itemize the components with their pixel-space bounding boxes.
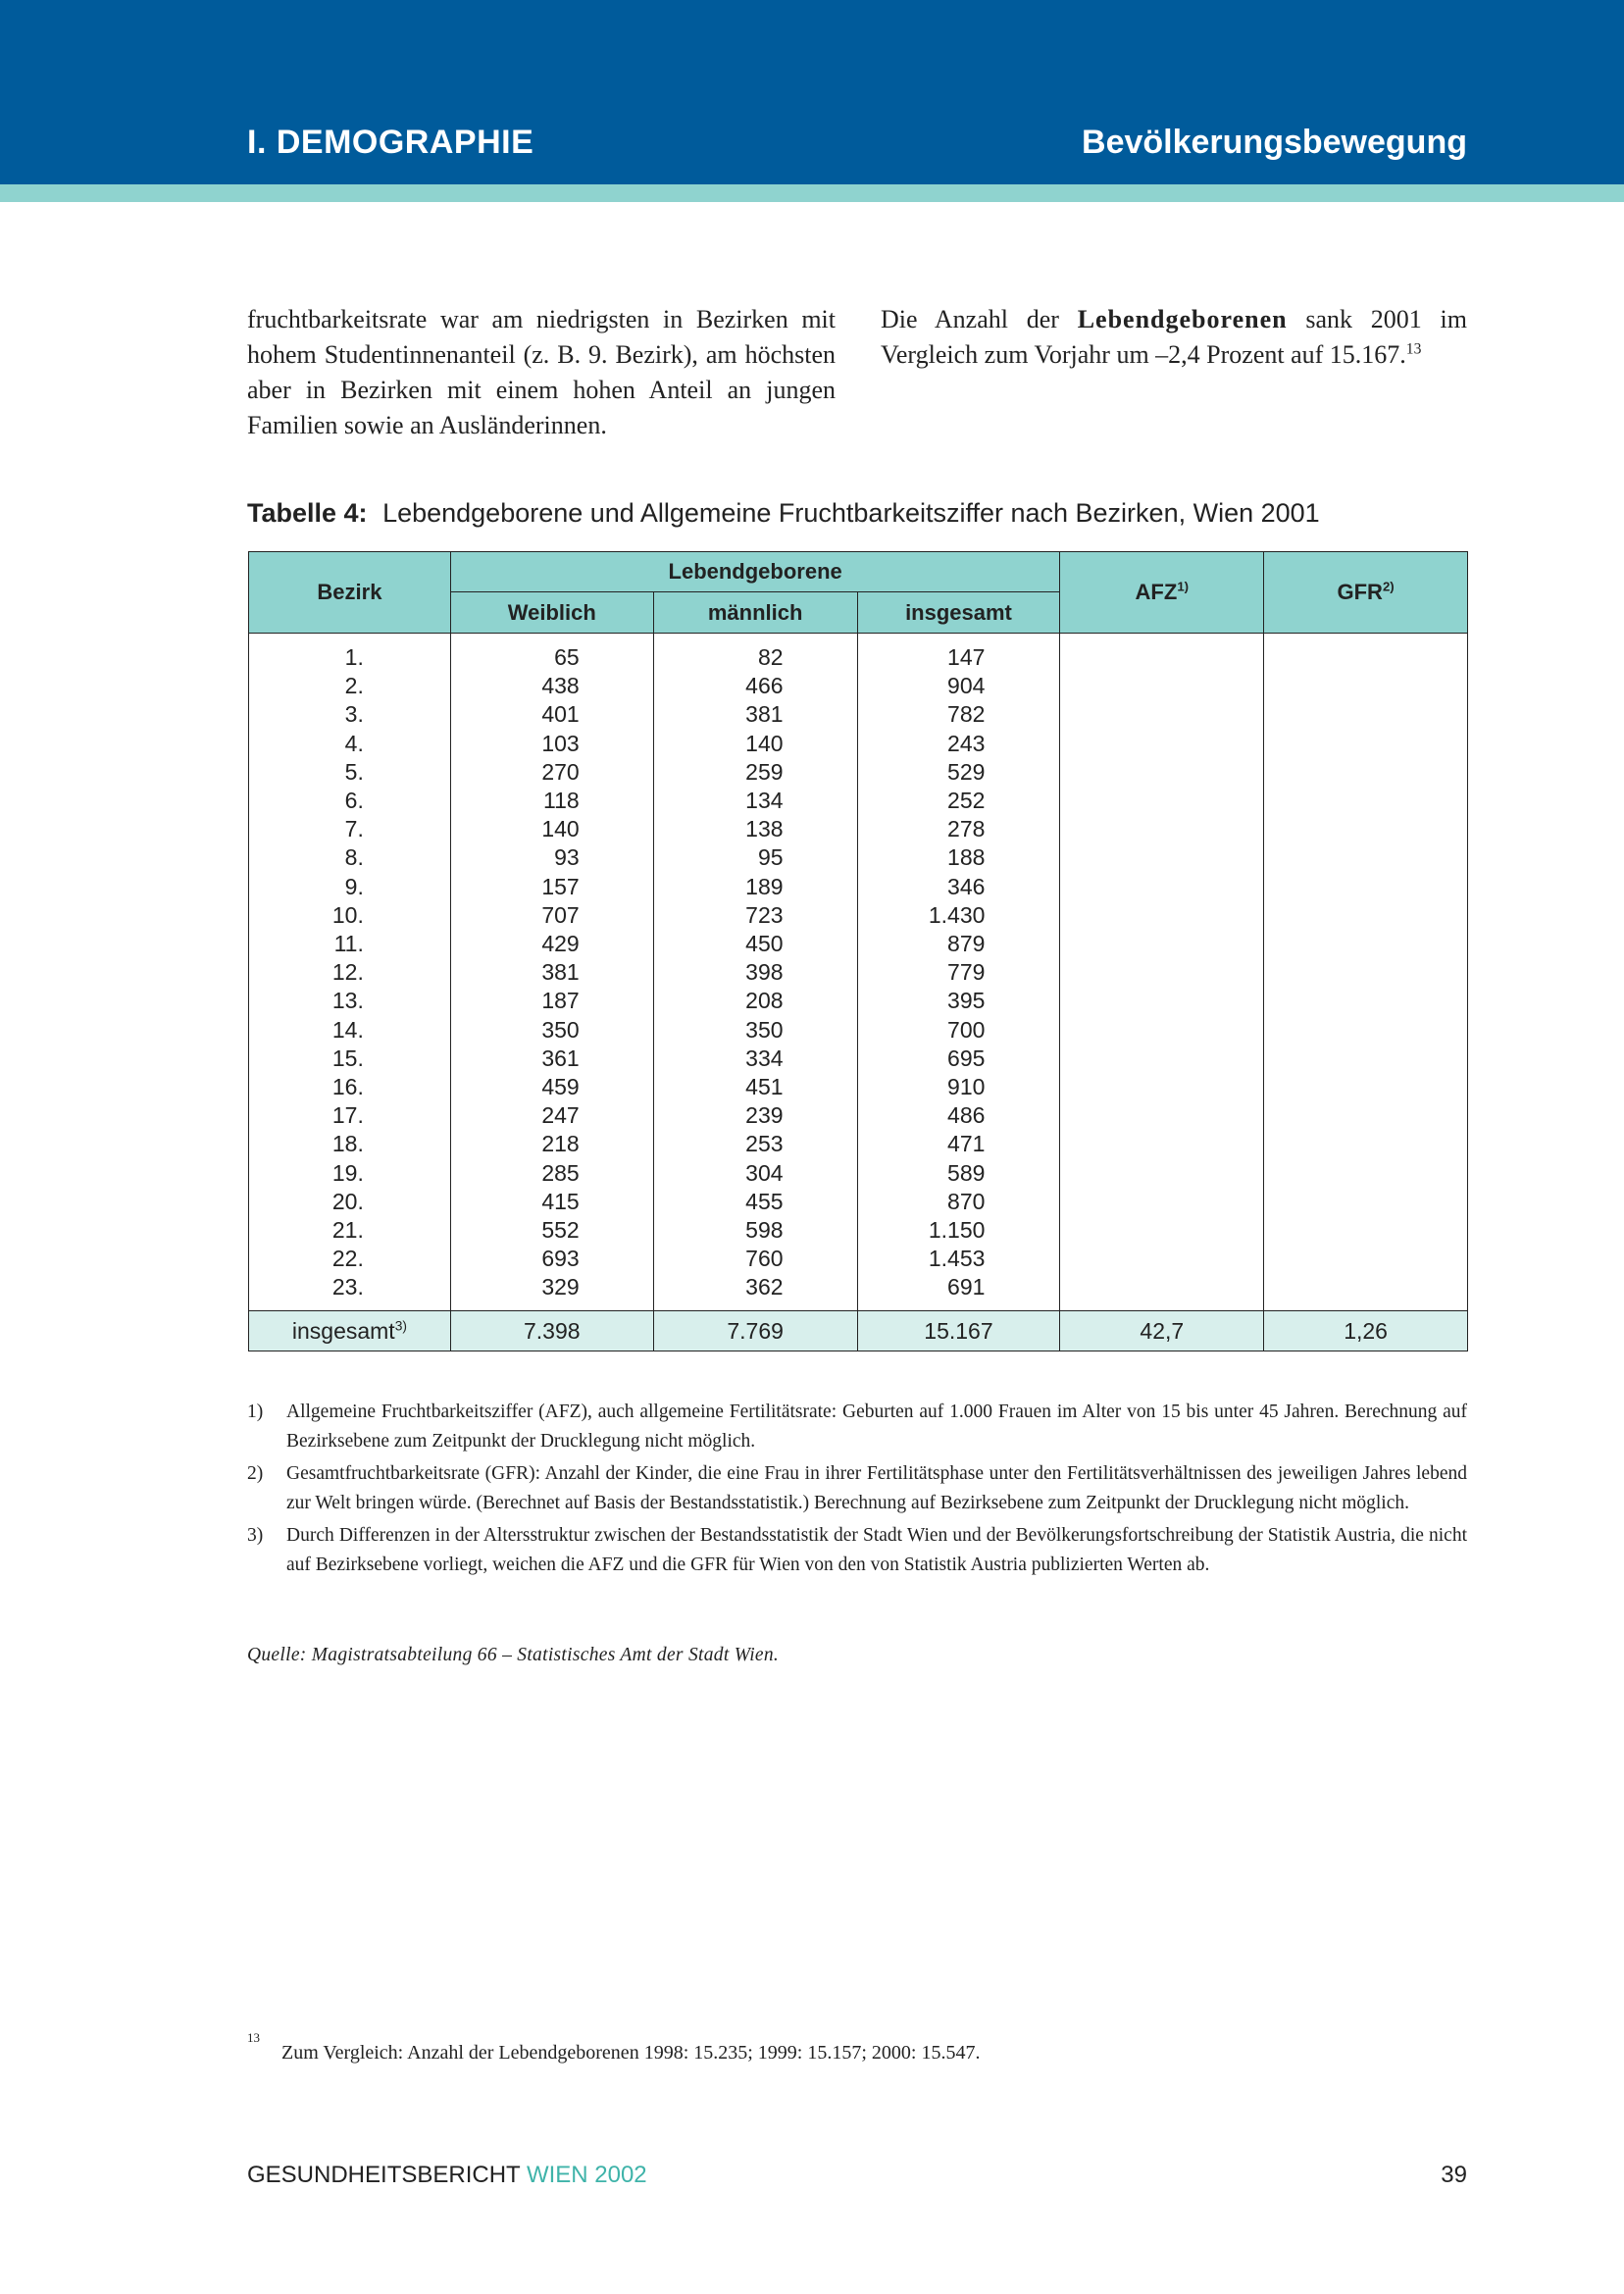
cell-gfr (1264, 730, 1468, 758)
header-gfr (1264, 552, 1468, 634)
cell-maennlich: 95 (653, 843, 857, 872)
footnote-number: 3) (247, 1525, 264, 1546)
cell-insgesamt: 395 (857, 987, 1060, 1015)
cell-insgesamt: 589 (857, 1159, 1060, 1188)
table-row (249, 1245, 1468, 1273)
cell-weiblich: 429 (450, 930, 653, 958)
cell-weiblich: 707 (450, 901, 653, 930)
footnote-item (247, 1521, 1467, 1580)
cell-maennlich: 350 (653, 1016, 857, 1045)
table-row (249, 1016, 1468, 1045)
footnote-item (247, 1398, 1467, 1456)
cell-bezirk: 15. (249, 1045, 451, 1073)
table-row (249, 787, 1468, 815)
table-caption-text: Lebendgeborene und Allgemeine Fruchtbarkeitsziffer nach Bezirken, Wien 2001 (382, 498, 1320, 528)
table-row (249, 1159, 1468, 1188)
footnote-text: Allgemeine Fruchtbarkeitsziffer (AFZ), auch allgemeine Fertilitätsrate: Geburten auf 1.000 Frauen im Alter von 15 bis unter 45 Jahren. Berechnung auf Bezirksebene zum Zeitpunkt der Drucklegung nicht möglich. (286, 1402, 1467, 1452)
cell-maennlich: 723 (653, 901, 857, 930)
cell-weiblich: 103 (450, 730, 653, 758)
cell-bezirk: 7. (249, 815, 451, 843)
cell-afz (1060, 1101, 1264, 1130)
cell-bezirk: 9. (249, 873, 451, 901)
cell-maennlich: 450 (653, 930, 857, 958)
cell-gfr (1264, 1101, 1468, 1130)
cell-weiblich: 270 (450, 758, 653, 787)
table-row (249, 1130, 1468, 1158)
header-lebendgeborene: Lebendgeborene (450, 552, 1060, 592)
table-body (249, 634, 1468, 1311)
cell-insgesamt: 346 (857, 873, 1060, 901)
cell-gfr (1264, 1130, 1468, 1158)
footnotes (247, 1398, 1467, 1583)
table-row (249, 1073, 1468, 1101)
cell-gfr (1264, 787, 1468, 815)
table-row (249, 930, 1468, 958)
cell-afz (1060, 1188, 1264, 1216)
cell-insgesamt: 904 (857, 672, 1060, 700)
table-caption-label: Tabelle 4: (247, 498, 368, 528)
cell-weiblich: 285 (450, 1159, 653, 1188)
cell-weiblich: 118 (450, 787, 653, 815)
cell-maennlich: 140 (653, 730, 857, 758)
cell-bezirk: 3. (249, 700, 451, 729)
page-footnote (247, 2030, 981, 2065)
cell-bezirk: 14. (249, 1016, 451, 1045)
cell-gfr (1264, 901, 1468, 930)
cell-maennlich: 334 (653, 1045, 857, 1073)
cell-maennlich: 598 (653, 1216, 857, 1245)
table-row (249, 873, 1468, 901)
cell-bezirk: 22. (249, 1245, 451, 1273)
table-row (249, 672, 1468, 700)
table-total-row (249, 1310, 1468, 1351)
cell-bezirk: 17. (249, 1101, 451, 1130)
cell-weiblich: 381 (450, 958, 653, 987)
cell-bezirk: 12. (249, 958, 451, 987)
header-afz (1060, 552, 1264, 634)
header-gfr-label: GFR (1337, 580, 1383, 604)
header-stripe (0, 184, 1624, 202)
cell-insgesamt: 1.453 (857, 1245, 1060, 1273)
cell-weiblich: 187 (450, 987, 653, 1015)
cell-bezirk: 21. (249, 1216, 451, 1245)
cell-afz (1060, 1273, 1264, 1310)
cell-insgesamt: 486 (857, 1101, 1060, 1130)
cell-gfr (1264, 1073, 1468, 1101)
total-label-note: 3) (394, 1318, 407, 1334)
body-text-right-after: sank 2001 im Vergleich zum Vorjahr um –2,4 Prozent auf 15.167. (881, 305, 1467, 369)
header-gfr-note: 2) (1382, 579, 1395, 594)
footnote-item (247, 1459, 1467, 1518)
cell-afz (1060, 758, 1264, 787)
cell-bezirk: 5. (249, 758, 451, 787)
cell-insgesamt: 691 (857, 1273, 1060, 1310)
cell-weiblich: 329 (450, 1273, 653, 1310)
footer-publication-title: GESUNDHEITSBERICHT (247, 2162, 527, 2188)
cell-insgesamt: 252 (857, 787, 1060, 815)
cell-afz (1060, 1216, 1264, 1245)
cell-insgesamt: 782 (857, 700, 1060, 729)
cell-maennlich: 253 (653, 1130, 857, 1158)
cell-afz (1060, 730, 1264, 758)
cell-gfr (1264, 815, 1468, 843)
body-text-right (881, 302, 1467, 373)
cell-gfr (1264, 987, 1468, 1015)
table-row (249, 815, 1468, 843)
cell-afz (1060, 901, 1264, 930)
footnote-number: 2) (247, 1463, 264, 1484)
cell-maennlich: 138 (653, 815, 857, 843)
cell-insgesamt: 879 (857, 930, 1060, 958)
cell-maennlich: 259 (653, 758, 857, 787)
cell-insgesamt: 529 (857, 758, 1060, 787)
cell-weiblich: 140 (450, 815, 653, 843)
cell-bezirk: 8. (249, 843, 451, 872)
cell-afz (1060, 672, 1264, 700)
table-row (249, 1101, 1468, 1130)
cell-maennlich: 760 (653, 1245, 857, 1273)
cell-bezirk: 6. (249, 787, 451, 815)
cell-bezirk: 13. (249, 987, 451, 1015)
table-row (249, 901, 1468, 930)
cell-gfr (1264, 1188, 1468, 1216)
cell-afz (1060, 930, 1264, 958)
footnote-number: 1) (247, 1402, 264, 1422)
cell-gfr (1264, 843, 1468, 872)
cell-weiblich: 438 (450, 672, 653, 700)
footer-publication-accent: WIEN 2002 (526, 2162, 647, 2188)
cell-afz (1060, 1245, 1264, 1273)
cell-afz (1060, 1130, 1264, 1158)
cell-maennlich: 466 (653, 672, 857, 700)
cell-maennlich: 455 (653, 1188, 857, 1216)
cell-maennlich: 82 (653, 634, 857, 673)
table-row (249, 1216, 1468, 1245)
cell-gfr (1264, 758, 1468, 787)
source-note: Quelle: Magistratsabteilung 66 – Statistisches Amt der Stadt Wien. (247, 1645, 780, 1665)
header-afz-note: 1) (1177, 579, 1190, 594)
cell-insgesamt: 1.150 (857, 1216, 1060, 1245)
body-text-left: fruchtbarkeitsrate war am niedrigsten in Bezirken mit hohem Studentinnenanteil (z. B. 9. Bezirk), am höchsten aber in Bezirken mit einem hohen Anteil an jungen Familien sowie an Ausländerinnen. (247, 305, 836, 439)
footnote-text: Gesamtfruchtbarkeitsrate (GFR): Anzahl der Kinder, die eine Frau in ihrer Fertilitätsphase unter den Fertilitätsverhältnissen des jeweiligen Jahres lebend zur Welt bringen würde. (Berechnet auf Basis der Bestandsstatistik.) Berechnung auf Bezirksebene zum Zeitpunkt der Drucklegung nicht möglich. (286, 1463, 1467, 1513)
body-text-right-bold: Lebendgeborenen (1077, 305, 1288, 333)
cell-bezirk: 16. (249, 1073, 451, 1101)
page-number: 39 (1441, 2162, 1467, 2188)
total-maennlich: 7.769 (653, 1310, 857, 1351)
cell-maennlich: 189 (653, 873, 857, 901)
cell-afz (1060, 815, 1264, 843)
cell-weiblich: 459 (450, 1073, 653, 1101)
cell-weiblich: 401 (450, 700, 653, 729)
cell-afz (1060, 787, 1264, 815)
body-text-right-before: Die Anzahl der (881, 305, 1078, 333)
cell-afz (1060, 873, 1264, 901)
cell-gfr (1264, 1159, 1468, 1188)
cell-insgesamt: 243 (857, 730, 1060, 758)
cell-gfr (1264, 1273, 1468, 1310)
table-row (249, 1188, 1468, 1216)
cell-bezirk: 4. (249, 730, 451, 758)
cell-afz (1060, 634, 1264, 673)
cell-maennlich: 134 (653, 787, 857, 815)
cell-weiblich: 693 (450, 1245, 653, 1273)
cell-gfr (1264, 700, 1468, 729)
cell-gfr (1264, 1216, 1468, 1245)
total-label (249, 1310, 451, 1351)
cell-weiblich: 552 (450, 1216, 653, 1245)
cell-insgesamt: 870 (857, 1188, 1060, 1216)
table-row (249, 700, 1468, 729)
cell-afz (1060, 958, 1264, 987)
cell-gfr (1264, 1016, 1468, 1045)
cell-maennlich: 239 (653, 1101, 857, 1130)
cell-maennlich: 304 (653, 1159, 857, 1188)
cell-gfr (1264, 1245, 1468, 1273)
footnote-text: Durch Differenzen in der Altersstruktur zwischen der Bestandsstatistik der Stadt Wien und der Bevölkerungsfortschreibung der Statistik Austria, die nicht auf Bezirksebene vorliegt, weichen die AFZ und die GFR für Wien von den von Statistik Austria publizierten Werten ab. (286, 1525, 1467, 1575)
header-insgesamt: insgesamt (857, 592, 1060, 634)
header-weiblich: Weiblich (450, 592, 653, 634)
page-footnote-text: Zum Vergleich: Anzahl der Lebendgeborenen 1998: 15.235; 1999: 15.157; 2000: 15.547. (281, 2042, 981, 2064)
cell-bezirk: 19. (249, 1159, 451, 1188)
table-row (249, 634, 1468, 673)
cell-weiblich: 157 (450, 873, 653, 901)
cell-afz (1060, 1045, 1264, 1073)
table-header-row (249, 552, 1468, 592)
cell-gfr (1264, 672, 1468, 700)
table-row (249, 958, 1468, 987)
cell-insgesamt: 471 (857, 1130, 1060, 1158)
cell-weiblich: 361 (450, 1045, 653, 1073)
cell-weiblich: 93 (450, 843, 653, 872)
chapter-title: I. DEMOGRAPHIE (247, 124, 534, 161)
cell-weiblich: 350 (450, 1016, 653, 1045)
cell-insgesamt: 147 (857, 634, 1060, 673)
cell-weiblich: 247 (450, 1101, 653, 1130)
cell-maennlich: 208 (653, 987, 857, 1015)
table-row (249, 758, 1468, 787)
cell-gfr (1264, 958, 1468, 987)
cell-bezirk: 18. (249, 1130, 451, 1158)
cell-insgesamt: 700 (857, 1016, 1060, 1045)
cell-maennlich: 398 (653, 958, 857, 987)
cell-gfr (1264, 1045, 1468, 1073)
cell-gfr (1264, 634, 1468, 673)
cell-bezirk: 11. (249, 930, 451, 958)
cell-insgesamt: 278 (857, 815, 1060, 843)
cell-insgesamt: 910 (857, 1073, 1060, 1101)
cell-bezirk: 2. (249, 672, 451, 700)
cell-afz (1060, 1159, 1264, 1188)
cell-weiblich: 415 (450, 1188, 653, 1216)
page-footnote-num: 13 (247, 2030, 260, 2045)
cell-insgesamt: 1.430 (857, 901, 1060, 930)
cell-afz (1060, 843, 1264, 872)
cell-bezirk: 1. (249, 634, 451, 673)
table-caption (247, 498, 1320, 529)
birth-statistics-table (248, 551, 1468, 1351)
header-maennlich: männlich (653, 592, 857, 634)
header-bezirk: Bezirk (249, 552, 451, 634)
section-title: Bevölkerungsbewegung (1082, 124, 1467, 161)
table-row (249, 730, 1468, 758)
cell-afz (1060, 700, 1264, 729)
total-weiblich: 7.398 (450, 1310, 653, 1351)
cell-maennlich: 451 (653, 1073, 857, 1101)
footer-publication (247, 2162, 647, 2189)
total-insgesamt: 15.167 (857, 1310, 1060, 1351)
cell-bezirk: 10. (249, 901, 451, 930)
table-row (249, 1273, 1468, 1310)
cell-bezirk: 23. (249, 1273, 451, 1310)
total-label-text: insgesamt (291, 1317, 395, 1344)
cell-gfr (1264, 930, 1468, 958)
cell-gfr (1264, 873, 1468, 901)
total-gfr: 1,26 (1264, 1310, 1468, 1351)
table-row (249, 987, 1468, 1015)
header-afz-label: AFZ (1135, 580, 1178, 604)
cell-maennlich: 381 (653, 700, 857, 729)
cell-insgesamt: 695 (857, 1045, 1060, 1073)
cell-bezirk: 20. (249, 1188, 451, 1216)
cell-maennlich: 362 (653, 1273, 857, 1310)
cell-afz (1060, 1016, 1264, 1045)
cell-insgesamt: 779 (857, 958, 1060, 987)
cell-weiblich: 65 (450, 634, 653, 673)
footnote-ref-13[interactable]: 13 (1405, 340, 1422, 358)
cell-afz (1060, 987, 1264, 1015)
cell-insgesamt: 188 (857, 843, 1060, 872)
total-afz: 42,7 (1060, 1310, 1264, 1351)
table-row (249, 843, 1468, 872)
table-row (249, 1045, 1468, 1073)
cell-weiblich: 218 (450, 1130, 653, 1158)
cell-afz (1060, 1073, 1264, 1101)
